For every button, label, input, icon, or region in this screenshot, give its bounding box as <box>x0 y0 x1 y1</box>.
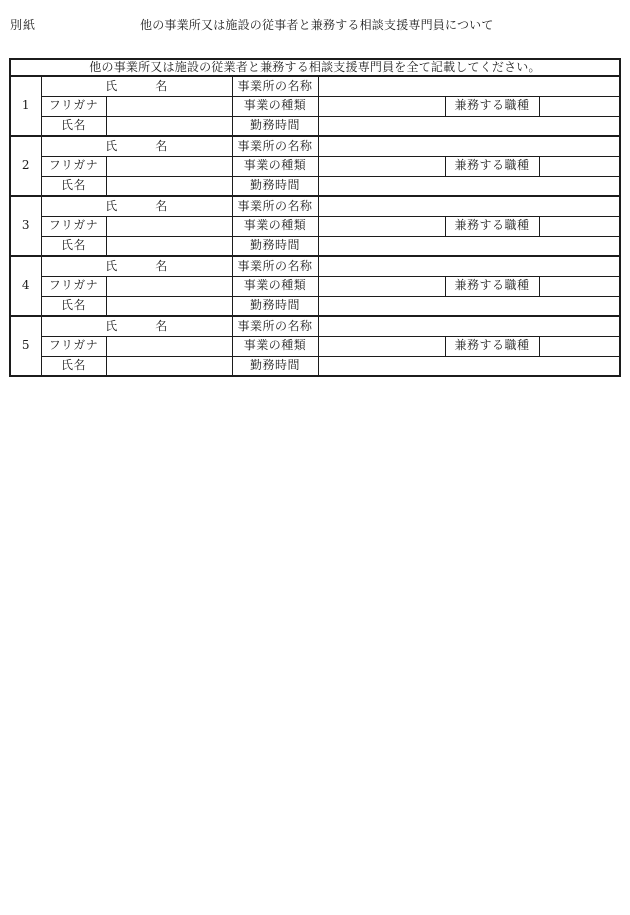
row-number: 3 <box>10 196 41 256</box>
concurrent-role-label: 兼務する職種 <box>445 156 539 176</box>
concurrent-staff-table <box>9 58 621 377</box>
working-hours-label: 勤務時間 <box>232 296 318 316</box>
concurrent-role-value <box>539 216 620 236</box>
working-hours-value <box>318 176 620 196</box>
furigana-label: フリガナ <box>41 216 106 236</box>
document-header <box>0 16 630 34</box>
business-type-label: 事業の種類 <box>232 276 318 296</box>
concurrent-role-label: 兼務する職種 <box>445 96 539 116</box>
office-name-value <box>318 316 620 336</box>
business-type-label: 事業の種類 <box>232 336 318 356</box>
table-row <box>10 96 620 116</box>
table-row <box>10 116 620 136</box>
page-title: 他の事業所又は施設の従事者と兼務する相談支援専門員について <box>140 18 494 32</box>
name-header-label: 氏 名 <box>41 76 232 96</box>
concurrent-role-value <box>539 276 620 296</box>
name-label: 氏名 <box>41 176 106 196</box>
concurrent-role-value <box>539 96 620 116</box>
office-name-label: 事業所の名称 <box>232 196 318 216</box>
business-type-value <box>318 276 445 296</box>
business-type-value <box>318 96 445 116</box>
office-name-value <box>318 196 620 216</box>
name-value <box>106 116 232 136</box>
office-name-value <box>318 136 620 156</box>
table-row <box>10 156 620 176</box>
concurrent-role-label: 兼務する職種 <box>445 276 539 296</box>
table-row <box>10 216 620 236</box>
table-row <box>10 136 620 156</box>
business-type-value <box>318 216 445 236</box>
row-number: 5 <box>10 316 41 376</box>
row-number: 2 <box>10 136 41 196</box>
name-label: 氏名 <box>41 236 106 256</box>
concurrent-role-value <box>539 336 620 356</box>
name-label: 氏名 <box>41 356 106 376</box>
business-type-label: 事業の種類 <box>232 216 318 236</box>
concurrent-role-value <box>539 156 620 176</box>
name-header-label: 氏 名 <box>41 196 232 216</box>
office-name-value <box>318 76 620 96</box>
office-name-label: 事業所の名称 <box>232 136 318 156</box>
table-row <box>10 356 620 376</box>
concurrent-role-label: 兼務する職種 <box>445 216 539 236</box>
office-name-label: 事業所の名称 <box>232 316 318 336</box>
business-type-value <box>318 336 445 356</box>
table-row <box>10 176 620 196</box>
office-name-value <box>318 256 620 276</box>
table-row <box>10 256 620 276</box>
furigana-value <box>106 276 232 296</box>
working-hours-value <box>318 296 620 316</box>
name-value <box>106 176 232 196</box>
furigana-label: フリガナ <box>41 156 106 176</box>
name-value <box>106 356 232 376</box>
working-hours-value <box>318 116 620 136</box>
name-label: 氏名 <box>41 296 106 316</box>
row-number: 1 <box>10 76 41 136</box>
name-value <box>106 296 232 316</box>
table-row <box>10 336 620 356</box>
working-hours-label: 勤務時間 <box>232 236 318 256</box>
business-type-value <box>318 156 445 176</box>
business-type-label: 事業の種類 <box>232 96 318 116</box>
table-row <box>10 196 620 216</box>
office-name-label: 事業所の名称 <box>232 76 318 96</box>
attachment-label: 別紙 <box>10 18 37 32</box>
furigana-value <box>106 156 232 176</box>
table-row <box>10 276 620 296</box>
name-value <box>106 236 232 256</box>
working-hours-label: 勤務時間 <box>232 176 318 196</box>
working-hours-value <box>318 236 620 256</box>
furigana-value <box>106 96 232 116</box>
table-row <box>10 296 620 316</box>
name-header-label: 氏 名 <box>41 256 232 276</box>
name-header-label: 氏 名 <box>41 316 232 336</box>
working-hours-value <box>318 356 620 376</box>
furigana-label: フリガナ <box>41 96 106 116</box>
furigana-value <box>106 336 232 356</box>
office-name-label: 事業所の名称 <box>232 256 318 276</box>
table-instruction: 他の事業所又は施設の従業者と兼務する相談支援専門員を全て記載してください。 <box>10 59 620 76</box>
row-number: 4 <box>10 256 41 316</box>
name-label: 氏名 <box>41 116 106 136</box>
concurrent-role-label: 兼務する職種 <box>445 336 539 356</box>
table-row <box>10 76 620 96</box>
business-type-label: 事業の種類 <box>232 156 318 176</box>
table-row <box>10 59 620 76</box>
name-header-label: 氏 名 <box>41 136 232 156</box>
furigana-label: フリガナ <box>41 276 106 296</box>
table-row <box>10 236 620 256</box>
working-hours-label: 勤務時間 <box>232 116 318 136</box>
furigana-value <box>106 216 232 236</box>
table-row <box>10 316 620 336</box>
working-hours-label: 勤務時間 <box>232 356 318 376</box>
furigana-label: フリガナ <box>41 336 106 356</box>
